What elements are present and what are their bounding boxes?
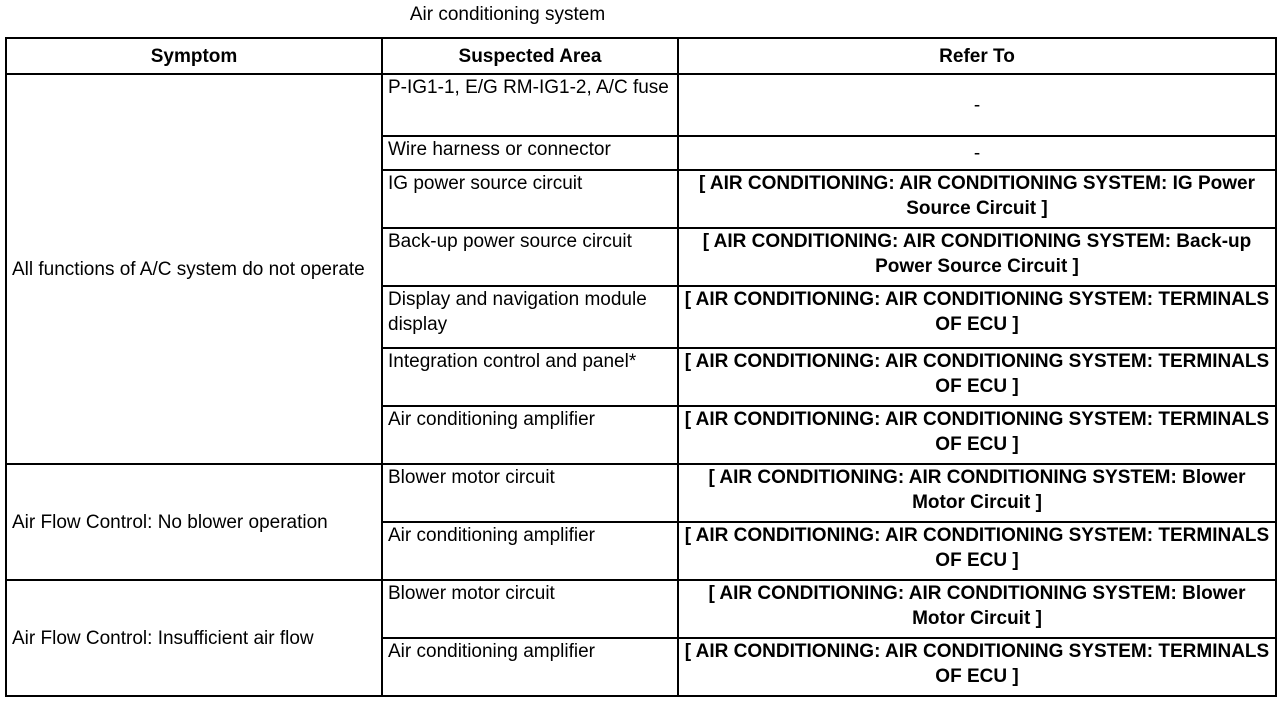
suspected-area-cell: P-IG1-1, E/G RM-IG1-2, A/C fuse xyxy=(382,74,678,136)
header-suspected-area: Suspected Area xyxy=(382,38,678,74)
table-row xyxy=(6,74,1276,136)
refer-to-link[interactable]: [ AIR CONDITIONING: AIR CONDITIONING SYSTEM: Blower Motor Circuit ] xyxy=(678,464,1276,522)
refer-to-link[interactable]: [ AIR CONDITIONING: AIR CONDITIONING SYSTEM: TERMINALS OF ECU ] xyxy=(678,638,1276,696)
header-symptom: Symptom xyxy=(6,38,382,74)
symptom-table xyxy=(5,37,1277,697)
refer-to-link[interactable]: [ AIR CONDITIONING: AIR CONDITIONING SYSTEM: TERMINALS OF ECU ] xyxy=(678,286,1276,348)
suspected-area-cell: Back-up power source circuit xyxy=(382,228,678,286)
suspected-area-cell: Integration control and panel* xyxy=(382,348,678,406)
table-header xyxy=(6,38,1276,74)
refer-to-link[interactable]: [ AIR CONDITIONING: AIR CONDITIONING SYSTEM: TERMINALS OF ECU ] xyxy=(678,522,1276,580)
suspected-area-cell: Air conditioning amplifier xyxy=(382,522,678,580)
suspected-area-cell: IG power source circuit xyxy=(382,170,678,228)
refer-to-cell: - xyxy=(678,74,1276,136)
suspected-area-cell: Blower motor circuit xyxy=(382,580,678,638)
refer-to-cell: - xyxy=(678,136,1276,170)
refer-to-link[interactable]: [ AIR CONDITIONING: AIR CONDITIONING SYSTEM: IG Power Source Circuit ] xyxy=(678,170,1276,228)
header-row xyxy=(6,38,1276,74)
refer-to-link[interactable]: [ AIR CONDITIONING: AIR CONDITIONING SYSTEM: TERMINALS OF ECU ] xyxy=(678,406,1276,464)
refer-to-link[interactable]: [ AIR CONDITIONING: AIR CONDITIONING SYSTEM: Back-up Power Source Circuit ] xyxy=(678,228,1276,286)
table-body xyxy=(6,74,1276,696)
page-title xyxy=(0,3,1280,27)
table-row xyxy=(6,464,1276,522)
suspected-area-cell: Display and navigation module display xyxy=(382,286,678,348)
refer-to-link[interactable]: [ AIR CONDITIONING: AIR CONDITIONING SYSTEM: Blower Motor Circuit ] xyxy=(678,580,1276,638)
symptom-cell: All functions of A/C system do not operate xyxy=(6,74,382,464)
table-row xyxy=(6,580,1276,638)
page-title-text: Air conditioning system xyxy=(409,4,606,25)
symptom-cell: Air Flow Control: No blower operation xyxy=(6,464,382,580)
suspected-area-cell: Air conditioning amplifier xyxy=(382,638,678,696)
suspected-area-cell: Blower motor circuit xyxy=(382,464,678,522)
symptom-cell: Air Flow Control: Insufficient air flow xyxy=(6,580,382,696)
suspected-area-cell: Air conditioning amplifier xyxy=(382,406,678,464)
refer-to-link[interactable]: [ AIR CONDITIONING: AIR CONDITIONING SYSTEM: TERMINALS OF ECU ] xyxy=(678,348,1276,406)
header-refer-to: Refer To xyxy=(678,38,1276,74)
suspected-area-cell: Wire harness or connector xyxy=(382,136,678,170)
